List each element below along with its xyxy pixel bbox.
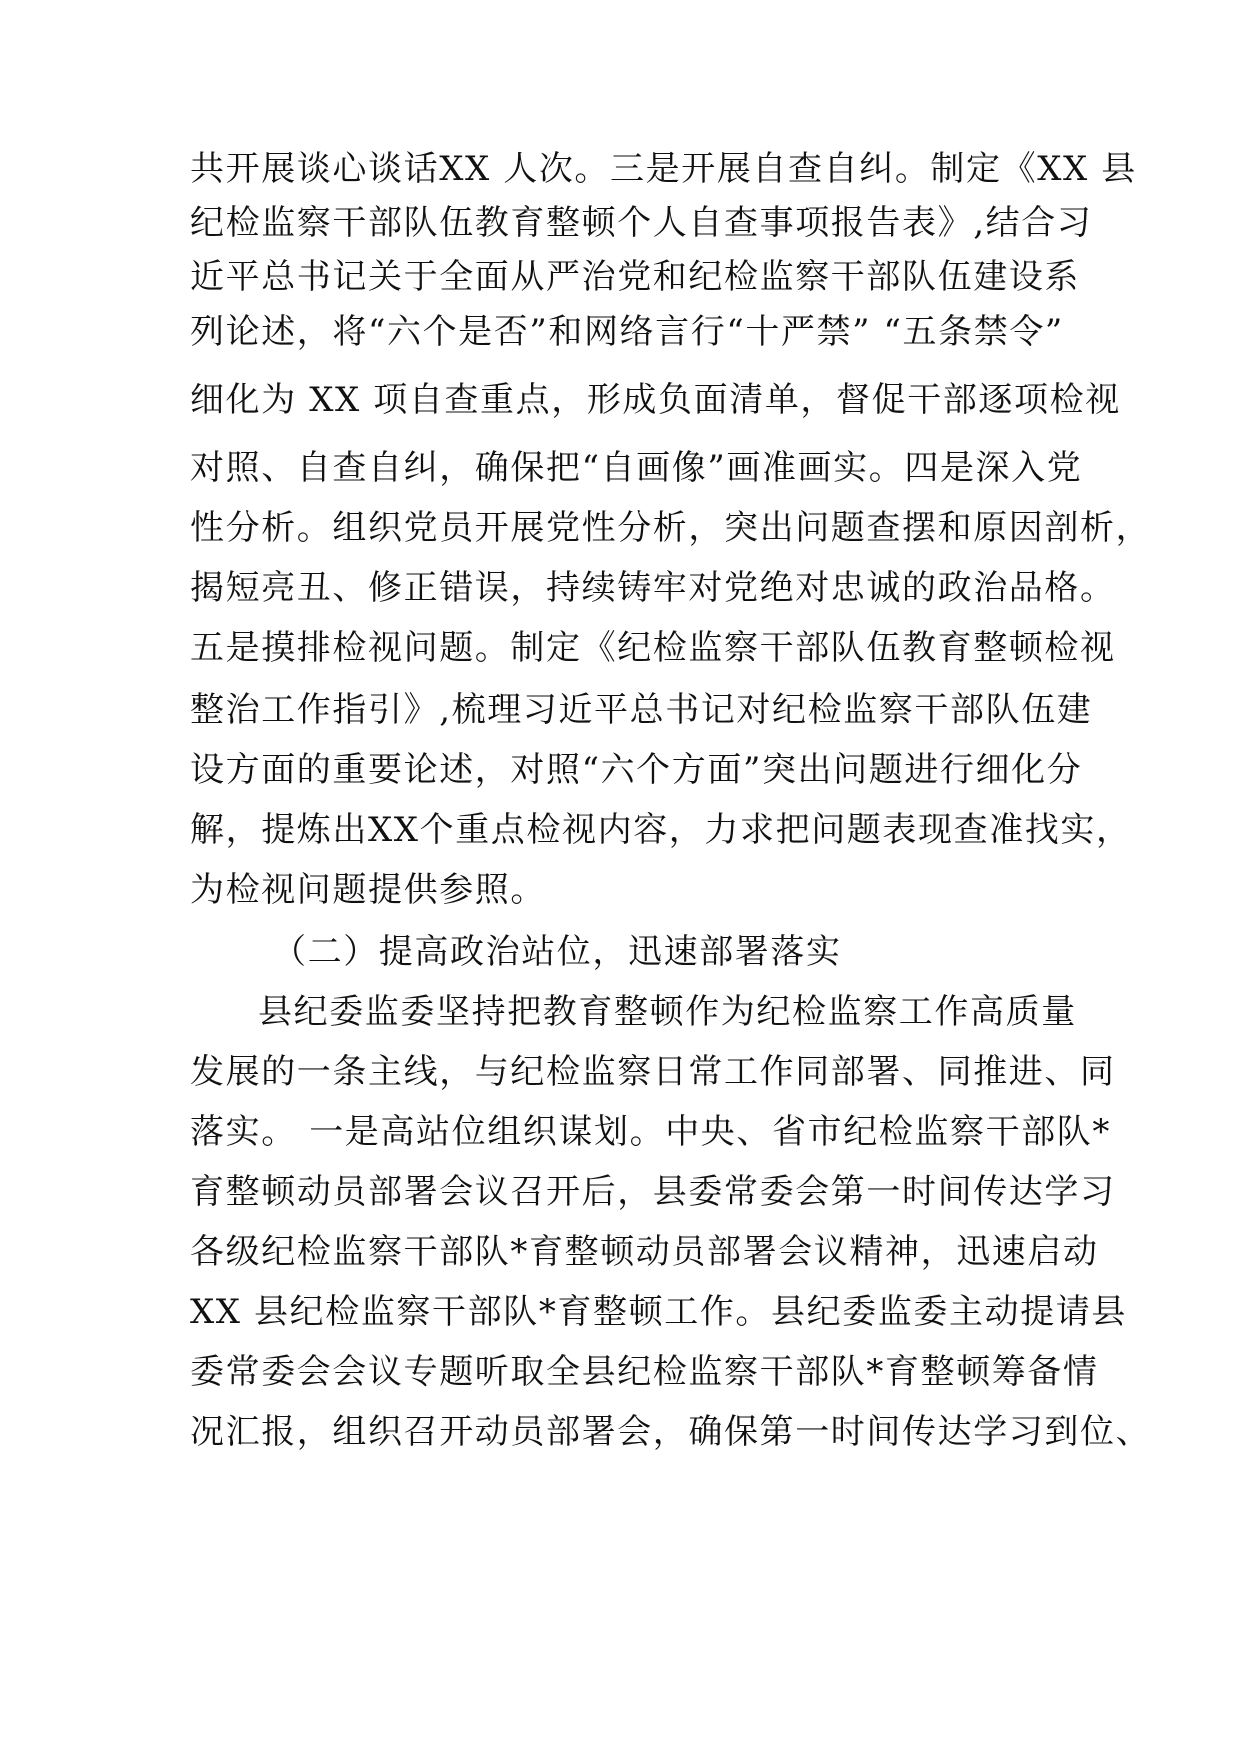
text-line: 五是摸排检视问题。制定《纪检监察干部队伍教育整顿检视 <box>190 628 1116 668</box>
text-line: 设方面的重要论述，对照“六个方面”突出问题进行细化分 <box>190 750 1083 790</box>
text-line: 县纪委监委坚持把教育整顿作为纪检监察工作高质量 <box>258 992 1077 1032</box>
text-line: 性分析。组织党员开展党性分析，突出问题查摆和原因剖析， <box>190 508 1152 548</box>
text-line: 为检视问题提供参照。 <box>190 870 546 910</box>
text-line: 列论述，将“六个是否”和网络言行“十严禁” “五条禁令” <box>190 312 1064 352</box>
text-line: 细化为 XX 项自查重点，形成负面清单，督促干部逐项检视 <box>190 380 1121 420</box>
text-line: 育整顿动员部署会议召开后，县委常委会第一时间传达学习 <box>190 1172 1116 1212</box>
text-line: XX 县纪检监察干部队*育整顿工作。县纪委监委主动提请县 <box>190 1292 1128 1332</box>
text-line: 揭短亮丑、修正错误，持续铸牢对党绝对忠诚的政治品格。 <box>190 568 1116 608</box>
section-heading: （二）提高政治站位，迅速部署落实 <box>272 932 842 972</box>
text-line: 对照、自查自纠，确保把“自画像”画准画实。四是深入党 <box>190 448 1083 488</box>
text-line: 发展的一条主线，与纪检监察日常工作同部署、同推进、同 <box>190 1052 1116 1092</box>
text-line: 纪检监察干部队伍教育整顿个人自查事项报告表》,结合习 <box>190 203 1093 243</box>
text-line: 况汇报，组织召开动员部署会，确保第一时间传达学习到位、 <box>190 1412 1152 1452</box>
text-line: 委常委会会议专题听取全县纪检监察干部队*育整顿筹备情 <box>190 1352 1099 1392</box>
text-line: 近平总书记关于全面从严治党和纪检监察干部队伍建设系 <box>190 257 1080 297</box>
text-line: 落实。 一是高站位组织谋划。中央、省市纪检监察干部队* <box>190 1112 1112 1152</box>
text-line: 共开展谈心谈话XX 人次。三是开展自查自纠。制定《XX 县 <box>190 149 1137 189</box>
text-line: 解，提炼出XX个重点检视内容，力求把问题表现查准找实， <box>190 810 1132 850</box>
text-line: 整治工作指引》,梳理习近平总书记对纪检监察干部队伍建 <box>190 690 1093 730</box>
text-line: 各级纪检监察干部队*育整顿动员部署会议精神，迅速启动 <box>190 1232 1099 1272</box>
